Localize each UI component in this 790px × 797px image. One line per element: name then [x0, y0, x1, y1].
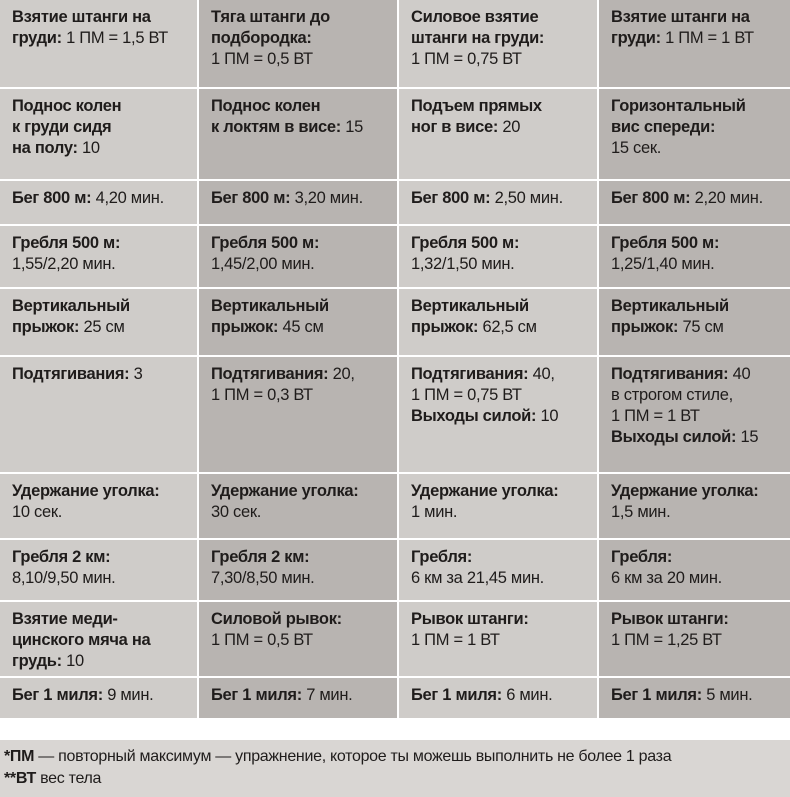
cell-value: 7,30/8,50 мин. [211, 569, 315, 587]
cell-label: цинского мяча на [12, 631, 151, 649]
cell-line [12, 117, 189, 138]
cell-label: Гребля 2 км: [211, 548, 310, 566]
cell-value: 40 [732, 365, 751, 383]
cell-value: 1,55/2,20 мин. [12, 255, 116, 273]
cell-line [211, 7, 389, 28]
cell-label: к локтям в висе: [211, 118, 346, 136]
cell-value: 1 ПМ = 0,75 ВТ [411, 386, 522, 404]
cell-line [611, 609, 788, 630]
cell-value: 1 ПМ = 0,5 ВТ [211, 631, 313, 649]
cell-value: в строгом стиле, [611, 386, 733, 404]
cell-line [12, 609, 189, 630]
cell-label: Гребля 2 км: [12, 548, 111, 566]
cell-line [411, 233, 589, 254]
cell-line [611, 296, 788, 317]
footnote-text: — повторный максимум — упражнение, которое ты можешь выполнить не более 1 раза [34, 748, 672, 765]
cell-line [411, 296, 589, 317]
cell-value: 1,32/1,50 мин. [411, 255, 515, 273]
cell-line [211, 233, 389, 254]
cell-value: 6 км за 21,45 мин. [411, 569, 544, 587]
cell-label: Выходы силой: [611, 428, 741, 446]
cell-label: Подтягивания: [611, 365, 733, 383]
cell-value: 20 [502, 118, 521, 136]
cell-label: груди: [12, 29, 67, 47]
cell-label: Удержание уголка: [611, 482, 759, 500]
cell-label: Гребля 500 м: [211, 234, 320, 252]
cell-line [411, 188, 589, 209]
cell-line [411, 7, 589, 28]
cell-line [411, 481, 589, 502]
cell-label: Рывок штанги: [411, 610, 529, 628]
cell-line [611, 364, 788, 385]
table-cell [0, 289, 197, 355]
cell-label: штанги на груди: [411, 29, 545, 47]
cell-value: 62,5 см [482, 318, 537, 336]
cell-line [211, 49, 389, 70]
cell-line [12, 651, 189, 672]
cell-value: 1 ПМ = 1,25 ВТ [611, 631, 722, 649]
table-cell [599, 602, 790, 676]
cell-label: Тяга штанги до [211, 8, 330, 26]
table-cell [0, 181, 197, 224]
cell-label: Бег 1 миля: [611, 686, 707, 704]
table-cell [0, 0, 197, 87]
table-cell [399, 181, 597, 224]
cell-line [411, 49, 589, 70]
cell-label: грудь: [12, 652, 67, 670]
table-cell [199, 289, 397, 355]
cell-line [211, 481, 389, 502]
cell-line [211, 547, 389, 568]
cell-value: 30 сек. [211, 503, 262, 521]
cell-value: 2,20 мин. [694, 189, 763, 207]
cell-line [611, 685, 788, 706]
table-cell [399, 540, 597, 600]
cell-value: 1 ПМ = 0,5 ВТ [211, 50, 313, 68]
cell-line [611, 502, 788, 523]
cell-line [611, 385, 788, 406]
footnote-term: *ПМ [4, 748, 35, 765]
cell-line [211, 502, 389, 523]
footnotes [4, 746, 784, 790]
table-cell [199, 0, 397, 87]
cell-label: Вертикальный [12, 297, 130, 315]
cell-line [12, 96, 189, 117]
cell-value: 10 [81, 139, 100, 157]
cell-line [411, 28, 589, 49]
cell-label: Взятие штанги на [12, 8, 151, 26]
table-cell [0, 602, 197, 676]
cell-value: 8,10/9,50 мин. [12, 569, 116, 587]
cell-value: 3 [133, 365, 143, 383]
cell-line [211, 685, 389, 706]
table-cell [199, 226, 397, 287]
table-cell [599, 678, 790, 718]
cell-line [211, 568, 389, 589]
table-cell [199, 89, 397, 179]
cell-line [211, 385, 389, 406]
cell-line [611, 317, 788, 338]
cell-line [12, 364, 189, 385]
cell-label: Удержание уголка: [411, 482, 559, 500]
table-cell [599, 474, 790, 538]
cell-line [611, 630, 788, 651]
cell-value: 25 см [83, 318, 125, 336]
cell-line [411, 630, 589, 651]
cell-value: 10 [540, 407, 559, 425]
table-cell [199, 181, 397, 224]
cell-value: 1 ПМ = 1,5 ВТ [66, 29, 168, 47]
cell-line [12, 296, 189, 317]
cell-value: 1,25/1,40 мин. [611, 255, 715, 273]
cell-value: 7 мин. [306, 686, 353, 704]
table-cell [0, 89, 197, 179]
cell-label: подбородка: [211, 29, 312, 47]
cell-label: Поднос колен [211, 97, 321, 115]
cell-line [12, 481, 189, 502]
cell-value: 1 мин. [411, 503, 458, 521]
cell-line [411, 364, 589, 385]
cell-line [211, 254, 389, 275]
cell-line [611, 254, 788, 275]
cell-label: к груди сидя [12, 118, 112, 136]
footnote [4, 768, 784, 790]
cell-label: груди: [611, 29, 666, 47]
cell-label: на полу: [12, 139, 82, 157]
cell-label: Гребля: [411, 548, 473, 566]
cell-value: 10 сек. [12, 503, 63, 521]
cell-label: Удержание уголка: [211, 482, 359, 500]
cell-label: Силовое взятие [411, 8, 539, 26]
cell-line [211, 317, 389, 338]
cell-line [411, 502, 589, 523]
cell-line [611, 233, 788, 254]
cell-line [411, 547, 589, 568]
cell-value: 1 ПМ = 1 ВТ [665, 29, 754, 47]
table-cell [0, 474, 197, 538]
table-cell [399, 0, 597, 87]
cell-label: Гребля 500 м: [12, 234, 121, 252]
cell-line [12, 630, 189, 651]
table-cell [599, 540, 790, 600]
cell-label: Бег 1 миля: [12, 686, 108, 704]
cell-line [211, 117, 389, 138]
cell-value: 4,20 мин. [95, 189, 164, 207]
cell-value: 6 мин. [506, 686, 553, 704]
cell-label: Выходы силой: [411, 407, 541, 425]
cell-value: 1 ПМ = 0,3 ВТ [211, 386, 313, 404]
cell-value: 1,45/2,00 мин. [211, 255, 315, 273]
cell-line [611, 188, 788, 209]
table-cell [199, 602, 397, 676]
cell-label: Подтягивания: [211, 365, 333, 383]
cell-value: 1 ПМ = 1 ВТ [611, 407, 700, 425]
cell-line [411, 317, 589, 338]
cell-line [211, 296, 389, 317]
cell-line [611, 96, 788, 117]
cell-label: Бег 800 м: [411, 189, 495, 207]
cell-label: Взятие меди- [12, 610, 118, 628]
cell-label: Вертикальный [211, 297, 329, 315]
cell-value: 15 сек. [611, 139, 662, 157]
cell-label: Подтягивания: [411, 365, 533, 383]
cell-line [611, 568, 788, 589]
cell-line [411, 685, 589, 706]
cell-label: Бег 800 м: [12, 189, 96, 207]
cell-line [211, 188, 389, 209]
cell-label: Поднос колен [12, 97, 122, 115]
cell-line [12, 317, 189, 338]
table-cell [399, 474, 597, 538]
cell-line [611, 427, 788, 448]
footnote-term: **ВТ [4, 770, 36, 787]
cell-label: прыжок: [611, 318, 683, 336]
cell-line [411, 254, 589, 275]
cell-label: Бег 800 м: [611, 189, 695, 207]
cell-line [211, 630, 389, 651]
cell-line [611, 28, 788, 49]
cell-value: 15 [345, 118, 364, 136]
cell-value: 75 см [682, 318, 724, 336]
cell-label: Подтягивания: [12, 365, 134, 383]
cell-label: Гребля: [611, 548, 673, 566]
cell-line [411, 609, 589, 630]
table-cell [599, 289, 790, 355]
footnote [4, 746, 784, 768]
cell-label: Горизонтальный [611, 97, 746, 115]
table-cell [199, 678, 397, 718]
cell-label: Бег 1 миля: [411, 686, 507, 704]
cell-line [211, 364, 389, 385]
cell-value: 5 мин. [706, 686, 753, 704]
cell-label: прыжок: [12, 318, 84, 336]
cell-value: 3,20 мин. [294, 189, 363, 207]
cell-line [12, 568, 189, 589]
table-cell [199, 540, 397, 600]
table-cell [599, 357, 790, 472]
cell-line [12, 547, 189, 568]
table-cell [199, 474, 397, 538]
cell-value: 10 [66, 652, 84, 670]
cell-value: 6 км за 20 мин. [611, 569, 722, 587]
cell-label: Бег 1 миля: [211, 686, 307, 704]
table-cell [399, 226, 597, 287]
cell-label: Вертикальный [411, 297, 529, 315]
footnote-text: вес тела [35, 770, 102, 787]
table-cell [0, 678, 197, 718]
table-cell [599, 89, 790, 179]
cell-label: Гребля 500 м: [611, 234, 720, 252]
table-cell [0, 540, 197, 600]
cell-value: 15 [740, 428, 759, 446]
cell-line [611, 117, 788, 138]
cell-line [12, 233, 189, 254]
table-cell [399, 89, 597, 179]
cell-label: Бег 800 м: [211, 189, 295, 207]
table-cell [399, 289, 597, 355]
cell-line [12, 188, 189, 209]
cell-value: 9 мин. [107, 686, 154, 704]
cell-line [411, 96, 589, 117]
cell-label: Подъем прямых [411, 97, 542, 115]
table-cell [399, 602, 597, 676]
cell-label: вис спереди: [611, 118, 716, 136]
cell-label: Силовой рывок: [211, 610, 342, 628]
cell-label: Взятие штанги на [611, 8, 750, 26]
table-cell [599, 0, 790, 87]
table-cell [599, 181, 790, 224]
cell-line [12, 138, 189, 159]
cell-value: 1 ПМ = 1 ВТ [411, 631, 500, 649]
cell-line [12, 254, 189, 275]
cell-line [12, 685, 189, 706]
cell-line [211, 609, 389, 630]
cell-value: 45 см [282, 318, 324, 336]
cell-label: Гребля 500 м: [411, 234, 520, 252]
cell-line [12, 502, 189, 523]
cell-line [611, 7, 788, 28]
cell-line [611, 138, 788, 159]
cell-line [411, 385, 589, 406]
cell-value: 2,50 мин. [494, 189, 563, 207]
table-cell [399, 678, 597, 718]
cell-line [12, 28, 189, 49]
cell-line [611, 406, 788, 427]
cell-label: Удержание уголка: [12, 482, 160, 500]
cell-line [211, 28, 389, 49]
table-cell [199, 357, 397, 472]
cell-line [12, 7, 189, 28]
cell-label: Рывок штанги: [611, 610, 729, 628]
cell-line [211, 96, 389, 117]
cell-value: 1 ПМ = 0,75 ВТ [411, 50, 522, 68]
cell-label: Вертикальный [611, 297, 729, 315]
cell-line [411, 406, 589, 427]
cell-value: 1,5 мин. [611, 503, 671, 521]
cell-value: 40, [532, 365, 555, 383]
cell-line [411, 568, 589, 589]
cell-line [611, 481, 788, 502]
cell-line [611, 547, 788, 568]
cell-label: прыжок: [411, 318, 483, 336]
table-cell [0, 357, 197, 472]
table-cell [599, 226, 790, 287]
cell-line [411, 117, 589, 138]
table-cell [0, 226, 197, 287]
cell-label: прыжок: [211, 318, 283, 336]
table-cell [399, 357, 597, 472]
cell-label: ног в висе: [411, 118, 503, 136]
cell-value: 20, [332, 365, 355, 383]
